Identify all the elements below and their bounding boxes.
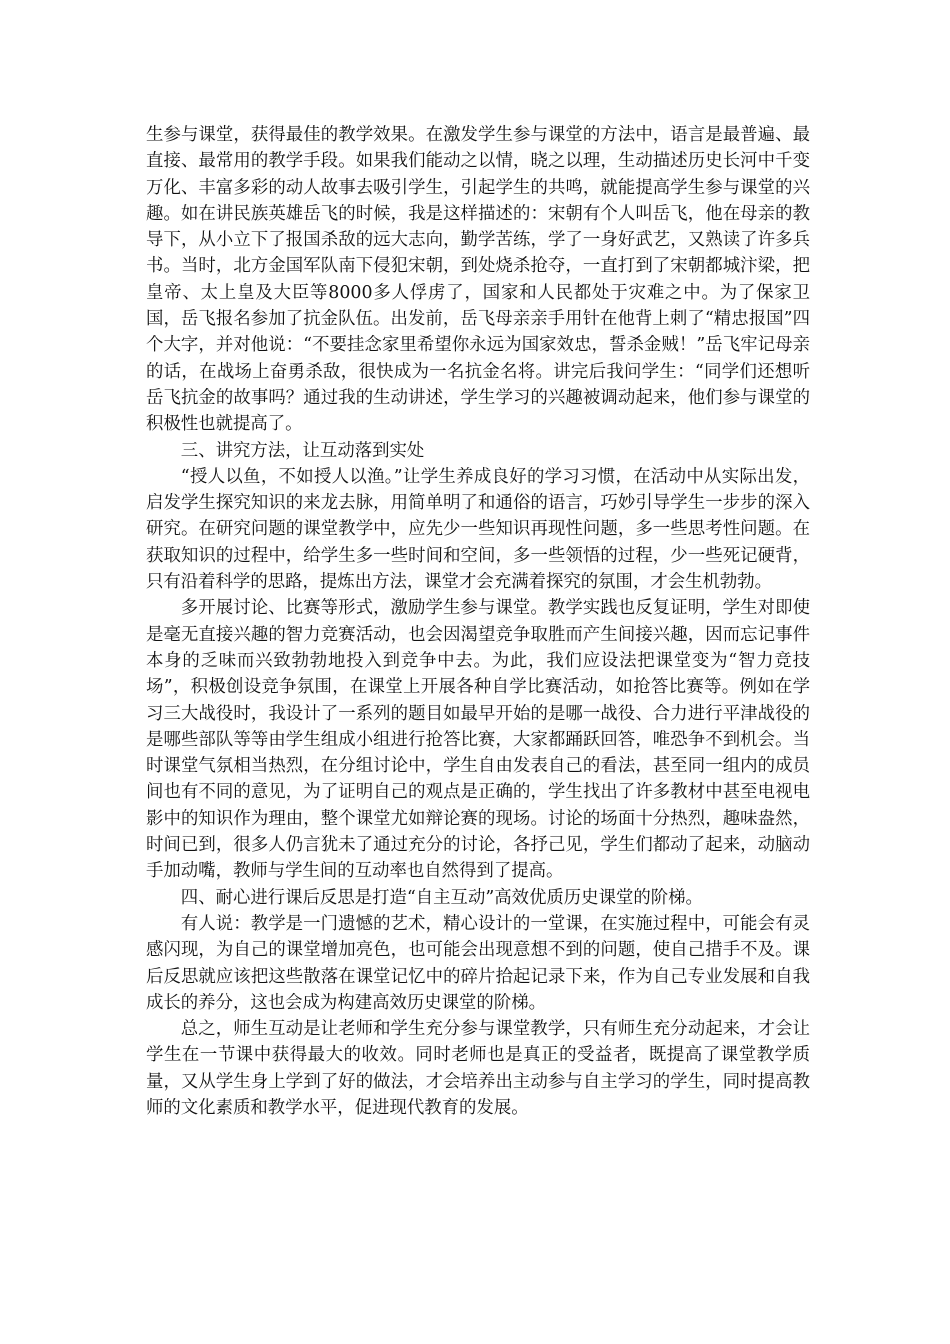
body-paragraph: “授人以鱼，不如授人以渔。”让学生养成良好的学习习惯，在活动中从实际出发，启发学生探究知识的来龙去脉，用简单明了和通俗的语言，巧妙引导学生一步步的深入研究。在研究问题的课堂教学中，应先少一些知识再现性问题，多一些思考性问题。在获取知识的过程中，给学生多一些时间和空间，多一些领悟的过程，少一些死记硬背，只有沿着科学的思路，提炼出方法，课堂才会充满着探究的氛围，才会生机勃勃。 bbox=[146, 466, 810, 593]
body-paragraph: 总之，师生互动是让老师和学生充分参与课堂教学，只有师生充分动起来，才会让学生在一节课中获得最大的收效。同时老师也是真正的受益者，既提高了课堂教学质量，又从学生身上学到了好的做法，才会培养出主动参与自主学习的学生，同时提高教师的文化素质和教学水平，促进现代教育的发展。 bbox=[146, 1019, 810, 1118]
section-heading: 三、讲究方法，让互动落到实处 bbox=[180, 440, 425, 461]
document-body bbox=[146, 122, 810, 1121]
section-heading: 四、耐心进行课后反思是打造“自主互动”高效优质历史课堂的阶梯。 bbox=[180, 887, 703, 908]
body-paragraph: 生参与课堂，获得最佳的教学效果。在激发学生参与课堂的方法中，语言是最普遍、最直接、最常用的教学手段。如果我们能动之以情，晓之以理，生动描述历史长河中千变万化、丰富多彩的动人故事去吸引学生，引起学生的共鸣，就能提高学生参与课堂的兴趣。如在讲民族英雄岳飞的时候，我是这样描述的：宋朝有个人叫岳飞，他在母亲的教导下，从小立下了报国杀敌的远大志向，勤学苦练，学了一身好武艺，又熟读了许多兵书。当时，北方金国军队南下侵犯宋朝，到处烧杀抢夺，一直打到了宋朝都城汴梁，把皇帝、太上皇及大臣等8000多人俘虏了，国家和人民都处于灾难之中。为了保家卫国，岳飞报名参加了抗金队伍。出发前，岳飞母亲亲手用针在他背上刺了“精忠报国”四个大字，并对他说：“不要挂念家里希望你永远为国家效忠，誓杀金贼！”岳飞牢记母亲的话，在战场上奋勇杀敌，很快成为一名抗金名将。讲完后我问学生：“同学们还想听岳飞抗金的故事吗？通过我的生动讲述，学生学习的兴趣被调动起来，他们参与课堂的积极性也就提高了。 bbox=[146, 125, 810, 435]
body-paragraph: 有人说：教学是一门遗憾的艺术，精心设计的一堂课，在实施过程中，可能会有灵感闪现，为自己的课堂增加亮色，也可能会出现意想不到的问题，使自己措手不及。课后反思就应该把这些散落在课堂记忆中的碎片拾起记录下来，作为自己专业发展和自我成长的养分，这也会成为构建高效历史课堂的阶梯。 bbox=[146, 913, 810, 1013]
body-paragraph: 多开展讨论、比赛等形式，激励学生参与课堂。教学实践也反复证明，学生对即使是毫无直接兴趣的智力竞赛活动，也会因渴望竞争取胜而产生间接兴趣，因而忘记事件本身的乏味而兴致勃勃地投入到竞争中去。为此，我们应设法把课堂变为“智力竞技场”，积极创设竞争氛围，在课堂上开展各种自学比赛活动，如抢答比赛等。例如在学习三大战役时，我设计了一系列的题目如最早开始的是哪一战役、合力进行平津战役的是哪些部队等等由学生组成小组进行抢答比赛，大家都踊跃回答，唯恐争不到机会。当时课堂气氛相当热烈，在分组讨论中，学生自由发表自己的看法，甚至同一组内的成员间也有不同的意见，为了证明自己的观点是正确的，学生找出了许多教材中甚至电视电影中的知识作为理由，整个课堂尤如辩论赛的现场。讨论的场面十分热烈，趣味盎然，时间已到，很多人仍言犹未了通过充分的讨论，各抒己见，学生们都动了起来，动脑动手加动嘴，教师与学生间的互动率也自然得到了提高。 bbox=[146, 598, 810, 882]
